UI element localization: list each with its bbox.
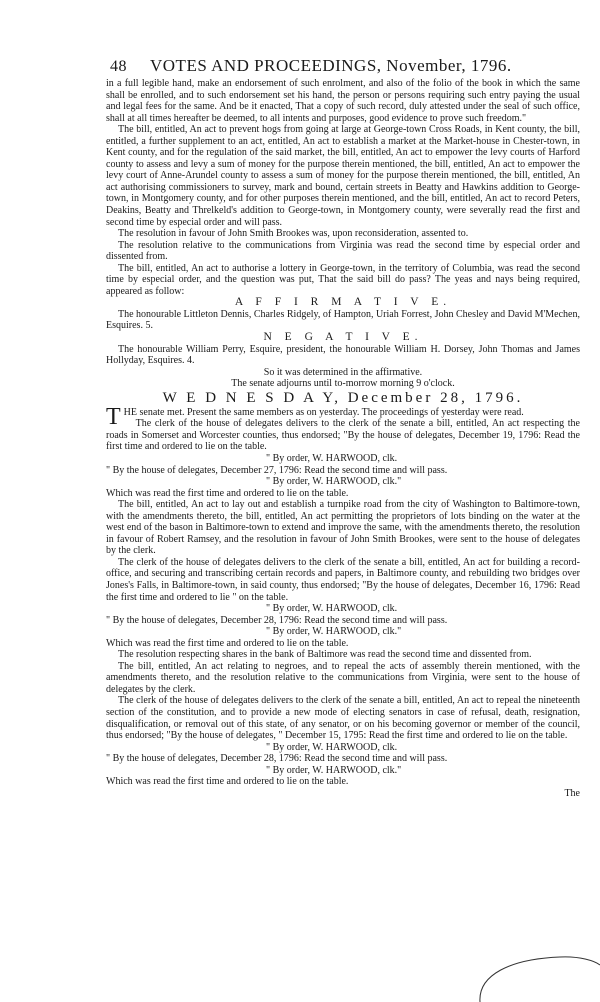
page-header <box>94 56 564 78</box>
paragraph: The clerk of the house of delegates delivers to the clerk of the senate a bill, entitled, An act respecting the roads in Somerset and Worcester counties, thus endorsed; "By the house of delegates, December 19, 1796: Read the first time and ordered to lie on the table. <box>106 418 580 453</box>
paragraph: The clerk of the house of delegates delivers to the clerk of the senate a bill, entitled, An act for building a record-office, and securing and transcribing certain records and papers, in Baltimore county, and rebuilding two bridges over Jones's Falls, in Baltimore-town, in said county, thus endorsed; "By the house of delegates, December 16, 1796: Read the first time and ordered to lie " on the table. <box>106 556 580 603</box>
paragraph: Which was read the first time and ordered to lie on the table. <box>106 487 349 499</box>
opening-paragraph: THE senate met. Present the same members as on yesterday. The proceedings of yesterday were read. <box>106 403 524 430</box>
paragraph: Which was read the first time and ordered to lie on the table. <box>106 637 349 649</box>
signature-line: " By order, W. HARWOOD, clk." <box>266 476 402 488</box>
catchword: The <box>564 787 580 799</box>
paragraph: The resolution respecting shares in the bank of Baltimore was read the second time and dissented from. <box>118 649 532 661</box>
page-curl-mark <box>470 955 600 1002</box>
vote-result: So it was determined in the affirmative. <box>263 366 423 378</box>
signature-line: " By order, W. HARWOOD, clk. <box>266 452 398 464</box>
negative-heading: N E G A T I V E. <box>263 331 423 344</box>
affirmative-heading: A F F I R M A T I V E. <box>234 296 452 309</box>
signature-line: " By order, W. HARWOOD, clk." <box>266 764 402 776</box>
day-heading: W E D N E S D A Y, December 28, 1796. <box>162 389 524 406</box>
paragraph: The bill, entitled, An act to authorise a lottery in George-town, in the territory of Columbia, was read the second time by especial order, and the question was put, That the said bill do pass? The yeas and nays being required, appeared as follow: <box>106 262 580 297</box>
paragraph: The clerk of the house of delegates delivers to the clerk of the senate a bill, entitled, An act to repeal the nineteenth section of the constitution, and to provide a new mode of electing senators in case of refusal, death, resignation, disqualification, or removal out of this state, of any senator, or on his becoming governor or member of the council, thus endorsed; "By the house of delegates, " December 15, 1795: Read the first time and ordered to lie on the table. <box>106 695 580 742</box>
adjournment: The senate adjourns until to-morrow morning 9 o'clock. <box>231 378 455 390</box>
signature-line: " By order, W. HARWOOD, clk. <box>266 741 398 753</box>
endorsement-line: " By the house of delegates, December 28, 1796: Read the second time and will pass. <box>106 753 448 765</box>
paragraph: The resolution in favour of John Smith Brookes was, upon reconsideration, assented to. <box>118 228 469 240</box>
paragraph: The bill, entitled, An act relating to negroes, and to repeal the acts of assembly therein mentioned, with the amendments thereto, and the resolution relative to the communications from Virginia, were sent to the house of delegates by the clerk. <box>106 660 580 695</box>
endorsement-line: " By the house of delegates, December 27, 1796: Read the second time and will pass. <box>106 464 448 476</box>
paragraph: The bill, entitled, An act to lay out and establish a turnpike road from the city of Washington to Baltimore-town, with the amendments thereto, the bill, entitled, An act permitting the proprietors of lots binding on the water at the west end of the bason in Baltimore-town to extend and improve the same, with the amendments thereto, the resolution in favour of Robert Ramsey, and the resolution in favour of John Smith Brookes, were sent to the house of delegates by the clerk. <box>106 499 580 557</box>
drop-cap: T <box>106 403 121 430</box>
endorsement-line: " By the house of delegates, December 28, 1796: Read the second time and will pass. <box>106 614 448 626</box>
signature-line: " By order, W. HARWOOD, clk. <box>266 603 398 615</box>
negative-count: 4. <box>187 355 195 367</box>
signature-line: " By order, W. HARWOOD, clk." <box>266 626 402 638</box>
page-number: 48 <box>110 58 127 75</box>
running-title: VOTES AND PROCEEDINGS, November, 1796. <box>150 56 512 75</box>
body-text <box>106 78 580 799</box>
paragraph: in a full legible hand, make an endorsement of such enrolment, and also of the folio of the book in which the same shall be enrolled, and to such endorsement set his hand, the person or persons requiring such entry paying the usual and legal fees for the same. And be it enacted, That a copy of such record, duly attested under the seal of such office, shall at all times hereafter be deemed, to all intents and purposes, good evidence to prove such freedom." <box>106 78 580 124</box>
negative-names: The honourable William Perry, Esquire, president, the honourable William H. Dorsey, John Thomas and James Hollyday, Esquires. 4. <box>106 343 580 367</box>
affirmative-count: 5. <box>145 320 153 332</box>
paragraph: The bill, entitled, An act to prevent hogs from going at large at George-town Cross Roads, in Kent county, the bill, entitled, a further supplement to an act, entitled, An act to establish a market at the Market-house in Chester-town, in Kent county, and for the regulation of the said market, the bill, entitled, An act to empower the levy courts of Harford county to assess and levy a sum of money for the purpose therein mentioned, the bill, entitled, An act to empower the levy court of Anne-Arundel county to assess a sum of money for the purpose therein mentioned, the bill, entitled, An act authorising commissioners to survey, mark and bound, certain streets in Beatty and Hawkins addition to George-town, in Montgomery county, and for other purposes therein mentioned, and the bill, entitled, An act to record Peters, Deakins, Beatty and Threlkeld's addition to George-town, in Montgomery county, were severally read the first and second time by especial order and will pass. <box>106 124 580 228</box>
affirmative-names: The honourable Littleton Dennis, Charles Ridgely, of Hampton, Uriah Forrest, John Chesley and David M'Mechen, Esquires. 5. <box>106 308 580 332</box>
paragraph: The resolution relative to the communications from Virginia was read the second time by especial order and dissented from. <box>106 239 580 263</box>
paragraph: Which was read the first time and ordered to lie on the table. <box>106 776 349 788</box>
